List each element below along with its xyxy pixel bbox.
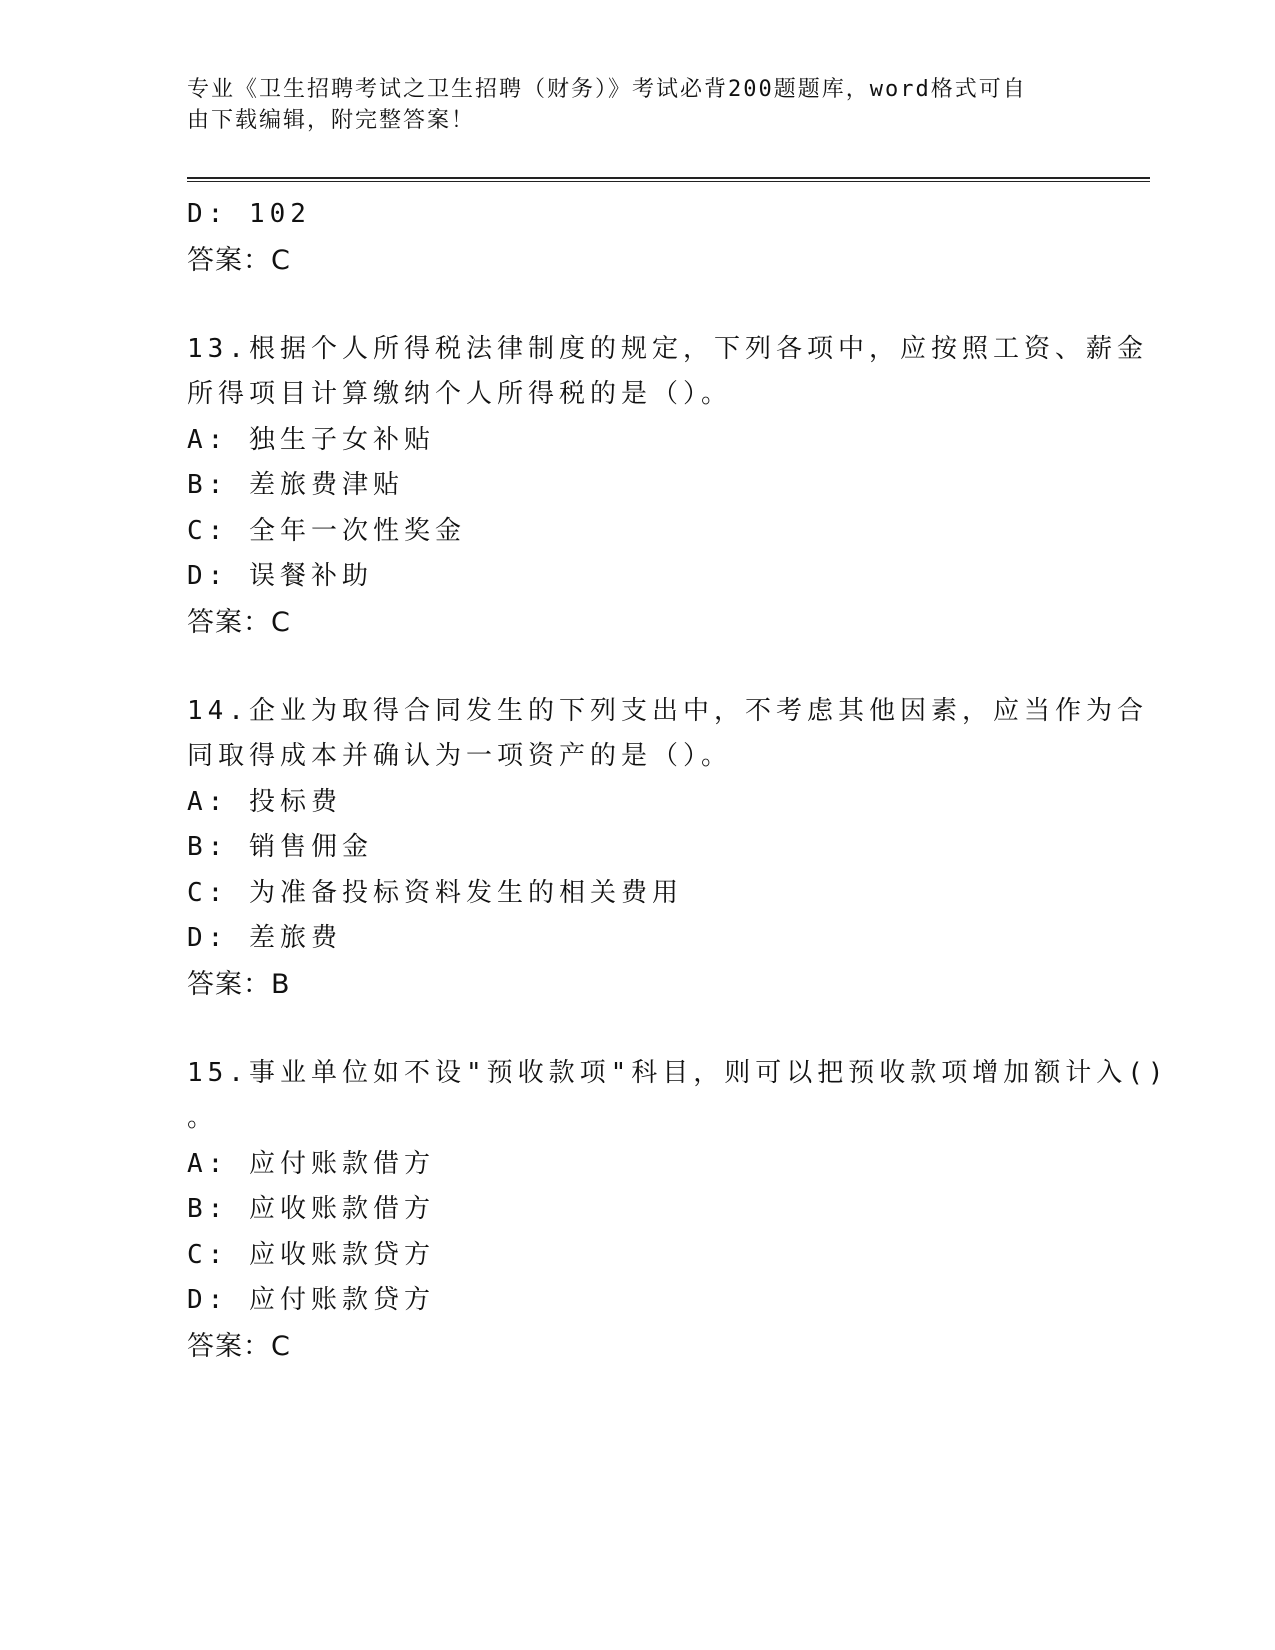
header-divider: [187, 177, 1150, 182]
header-line-2: 由下载编辑，附完整答案！: [187, 108, 476, 133]
question-13: [187, 327, 1148, 646]
option-c: C: 应收账款贷方: [187, 1239, 435, 1270]
spacer: [187, 1008, 1087, 1051]
option-a: A: 独生子女补贴: [187, 424, 435, 455]
question-stem-line: 14.企业为取得合同发生的下列支出中，不考虑其他因素，应当作为合: [187, 695, 1148, 726]
option-d: D: 应付账款贷方: [187, 1285, 435, 1315]
question-stem-line: 。: [187, 1103, 219, 1133]
question-list: [187, 192, 1169, 1370]
option-a: A: 应付账款借方: [187, 1148, 435, 1179]
question-stem-line: 同取得成本并确认为一项资产的是（）。: [187, 741, 733, 771]
question-14: [187, 689, 1148, 1008]
option-d: D: 差旅费: [187, 923, 342, 953]
document-header: [187, 74, 1067, 136]
option-b: B: 销售佣金: [187, 832, 373, 862]
spacer: [187, 284, 1087, 327]
previous-question-tail: [187, 192, 1087, 284]
header-line-1: 专业《卫生招聘考试之卫生招聘（财务）》考试必背200题题库，word格式可自: [187, 77, 1027, 102]
answer-label: 答案：B: [187, 968, 291, 1000]
option-b: B: 应收账款借方: [187, 1194, 435, 1224]
question-stem-line: 15.事业单位如不设"预收款项"科目，则可以把预收款项增加额计入(): [187, 1057, 1169, 1088]
option-a: A: 投标费: [187, 786, 342, 817]
question-stem-line: 所得项目计算缴纳个人所得税的是（）。: [187, 379, 733, 409]
option-c: C: 全年一次性奖金: [187, 515, 466, 546]
answer-label: 答案：C: [187, 1330, 291, 1362]
option-d: D: 误餐补助: [187, 561, 373, 591]
question-15: [187, 1051, 1169, 1370]
option-b: B: 差旅费津贴: [187, 470, 404, 500]
question-stem-line: 13.根据个人所得税法律制度的规定，下列各项中，应按照工资、薪金: [187, 333, 1148, 364]
spacer: [187, 646, 1087, 689]
option-c: C: 为准备投标资料发生的相关费用: [187, 877, 683, 908]
option-d: D: 102: [187, 199, 311, 229]
answer-label: 答案：C: [187, 606, 291, 638]
answer-label: 答案：C: [187, 244, 291, 276]
